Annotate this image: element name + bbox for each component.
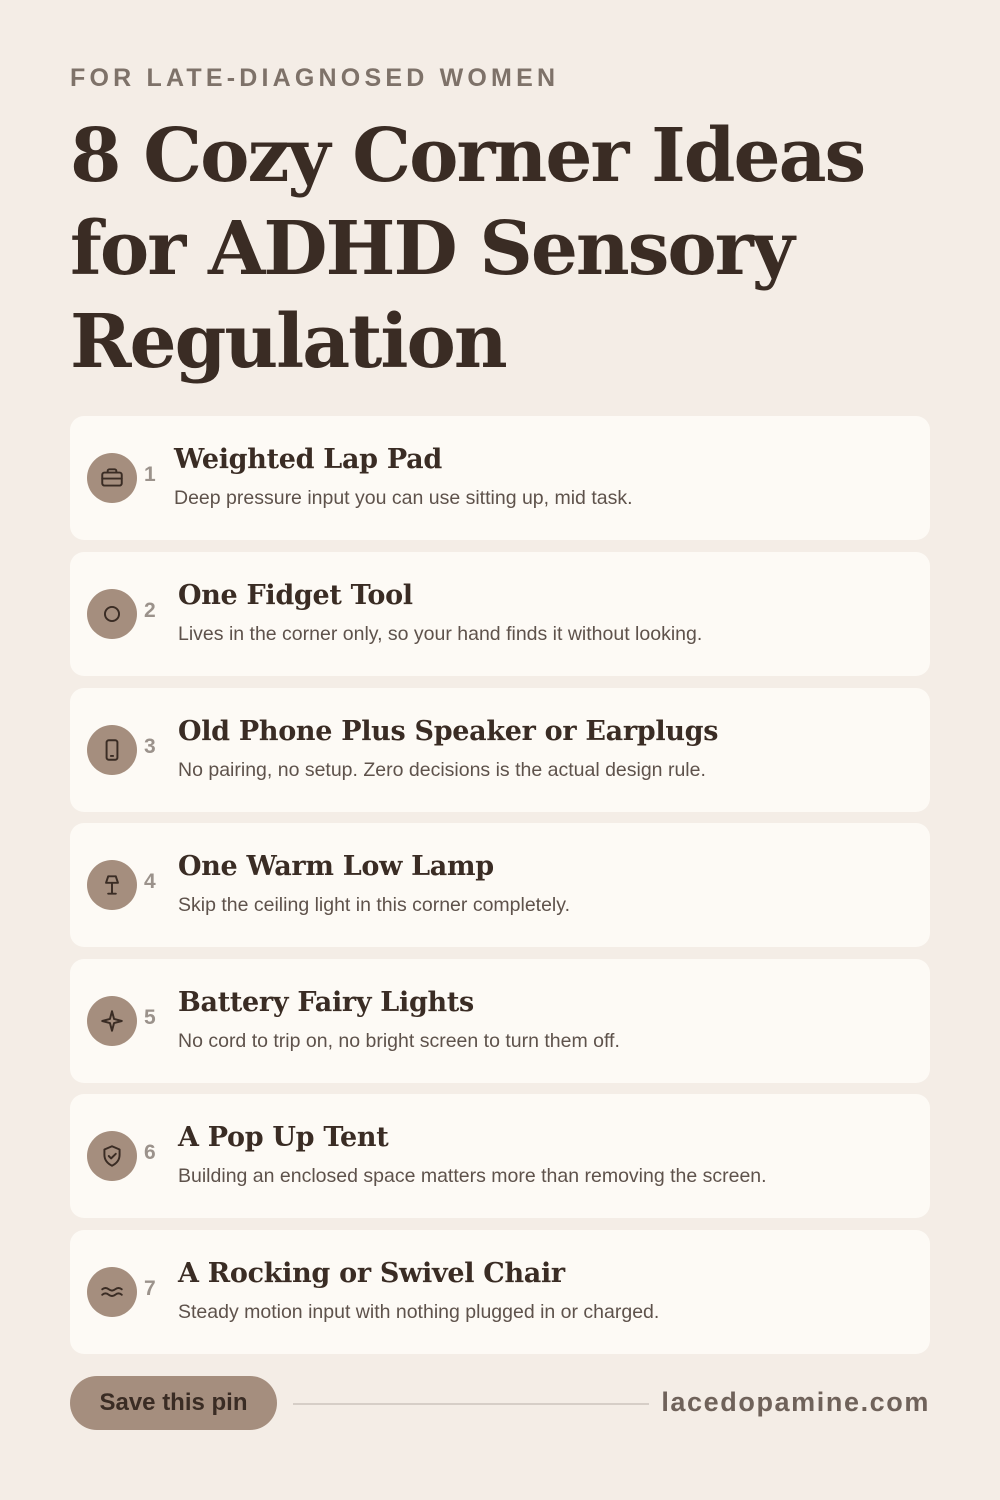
item-title: A Pop Up Tent [178,1122,389,1153]
item-title: One Warm Low Lamp [178,851,494,882]
item-title: A Rocking or Swivel Chair [178,1258,565,1289]
eyebrow-label: FOR LATE-DIAGNOSED WOMEN [70,64,560,92]
shield-check-icon [87,1131,137,1181]
item-number: 2 [144,599,156,622]
list-item [70,823,930,947]
list-item [70,688,930,812]
item-number: 5 [144,1006,156,1029]
item-title: Battery Fairy Lights [178,987,474,1018]
item-number: 1 [144,463,156,486]
item-title: One Fidget Tool [178,580,413,611]
item-number: 4 [144,870,156,893]
circle-icon [87,589,137,639]
lamp-icon [87,860,137,910]
item-description: No pairing, no setup. Zero decisions is the actual design rule. [178,759,706,781]
item-description: Lives in the corner only, so your hand finds it without looking. [178,623,703,645]
item-number: 3 [144,735,156,758]
item-number: 7 [144,1277,156,1300]
list-item [70,416,930,540]
item-number: 6 [144,1141,156,1164]
waves-icon [87,1267,137,1317]
list-item [70,1230,930,1354]
footer-divider [293,1403,649,1405]
list-item [70,552,930,676]
weight-pad-icon [87,453,137,503]
site-link[interactable]: lacedopamine.com [661,1387,930,1417]
item-description: Steady motion input with nothing plugged in or charged. [178,1301,660,1323]
list-item [70,1094,930,1218]
sparkle-icon [87,996,137,1046]
list-item [70,959,930,1083]
item-title: Weighted Lap Pad [174,444,442,475]
item-description: Building an enclosed space matters more than removing the screen. [178,1165,767,1187]
item-title: Old Phone Plus Speaker or Earplugs [178,716,719,747]
item-description: Skip the ceiling light in this corner completely. [178,894,570,916]
item-description: Deep pressure input you can use sitting up, mid task. [174,487,633,509]
phone-icon [87,725,137,775]
item-description: No cord to trip on, no bright screen to turn them off. [178,1030,620,1052]
page-title: 8 Cozy Corner Ideas for ADHD Sensory Regulation [70,113,865,385]
save-pin-button[interactable]: Save this pin [70,1376,277,1430]
